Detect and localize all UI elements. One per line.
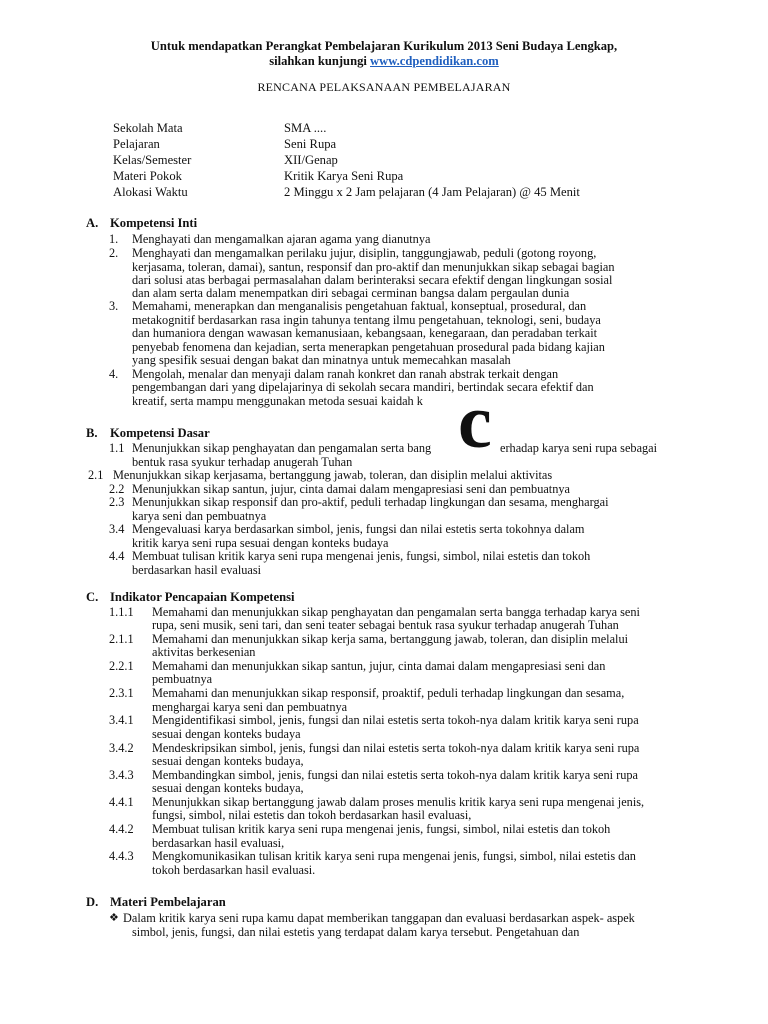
ipk-text: Memahami dan menunjukkan sikap santun, jujur, cinta damai dalam mengapresiasi seni dan	[152, 659, 606, 673]
ipk-number: 3.4.3	[109, 768, 134, 782]
kd-text: Menunjukkan sikap responsif dan pro-aktif, peduli terhadap lingkungan dan sesama, menghargai	[132, 495, 609, 509]
section-d-heading	[86, 895, 226, 910]
overlay-letter-c: c	[458, 380, 492, 464]
ki-text: metakognitif berdasarkan rasa ingin tahunya tentang ilmu pengetahuan, teknologi, seni, budaya	[132, 313, 601, 327]
ipk-text: sesuai dengan konteks budaya	[152, 727, 301, 741]
ipk-number: 3.4.2	[109, 741, 134, 755]
ki-text: pengembangan dari yang dipelajarinya di sekolah secara mandiri, bertindak secara efektif dan	[132, 380, 594, 394]
ipk-text: Mengidentifikasi simbol, jenis, fungsi dan nilai estetis serta tokoh-nya dalam kritik karya seni rupa	[152, 713, 639, 727]
section-title: Materi Pembelajaran	[110, 895, 226, 909]
kd-number: 3.4	[109, 522, 125, 536]
identity-label: Alokasi Waktu	[113, 185, 188, 199]
ipk-number: 4.4.1	[109, 795, 134, 809]
promo-link[interactable]: www.cdpendidikan.com	[370, 54, 499, 68]
materi-text: Dalam kritik karya seni rupa kamu dapat memberikan tanggapan dan evaluasi berdasarkan aspek- aspek	[123, 911, 635, 925]
ipk-text: Menunjukkan sikap bertanggung jawab dalam proses menulis kritik karya seni rupa mengenai jenis,	[152, 795, 645, 809]
promo-line-2	[0, 54, 768, 69]
ipk-text: berdasarkan hasil evaluasi,	[152, 836, 285, 850]
ki-text: kerjasama, toleran, damai), santun, responsif dan pro-aktif dan menunjukkan sikap sebagai bagian	[132, 260, 615, 274]
kd-number: 4.4	[109, 549, 125, 563]
ipk-text: Memahami dan menunjukkan sikap penghayatan dan pengamalan serta bangga terhadap karya seni	[152, 605, 640, 619]
section-letter: B.	[86, 426, 98, 440]
ipk-number: 4.4.3	[109, 849, 134, 863]
kd-number: 2.2	[109, 482, 125, 496]
ki-text: dan alam serta dalam menempatkan diri sebagai cerminan bangsa dalam pergaulan dunia	[132, 286, 570, 300]
ki-text: Memahami, menerapkan dan menganalisis pengetahuan faktual, konseptual, prosedural, dan	[132, 299, 587, 313]
ipk-text: Mengkomunikasikan tulisan kritik karya seni rupa mengenai jenis, fungsi, simbol, nilai estetis dan	[152, 849, 636, 863]
kd-text-tail: erhadap karya seni rupa sebagai	[500, 441, 658, 455]
section-title: Kompetensi Inti	[110, 216, 198, 230]
ki-number: 2.	[109, 246, 119, 260]
section-a-heading	[86, 216, 197, 231]
kd-text: Menunjukkan sikap kerjasama, bertanggung jawab, toleran, dan disiplin melalui aktivitas	[113, 468, 553, 482]
ki-number: 3.	[109, 299, 119, 313]
section-b-heading	[86, 426, 210, 441]
section-c-heading	[86, 590, 295, 605]
identity-value: 2 Minggu x 2 Jam pelajaran (4 Jam Pelajaran) @ 45 Menit	[284, 185, 580, 199]
ipk-number: 2.3.1	[109, 686, 134, 700]
ki-text: penyebab fenomena dan kejadian, serta menerapkan pengetahuan prosedural pada bidang kajian	[132, 340, 605, 354]
ipk-text: sesuai dengan konteks budaya,	[152, 754, 304, 768]
diamond-bullet-icon: ❖	[109, 912, 119, 924]
ipk-text: Memahami dan menunjukkan sikap responsif, proaktif, peduli terhadap lingkungan dan sesama,	[152, 686, 625, 700]
ki-text: Menghayati dan mengamalkan ajaran agama yang dianutnya	[132, 232, 431, 246]
section-title: Kompetensi Dasar	[110, 426, 210, 440]
ipk-number: 2.1.1	[109, 632, 134, 646]
ipk-number: 2.2.1	[109, 659, 134, 673]
kd-text: Menunjukkan sikap penghayatan dan pengamalan serta bang	[132, 441, 432, 455]
ipk-text: Memahami dan menunjukkan sikap kerja sama, bertanggung jawab, toleran, dan disiplin melalui	[152, 632, 629, 646]
kd-text: berdasarkan hasil evaluasi	[132, 563, 262, 577]
kd-number: 2.1	[88, 468, 104, 482]
materi-text: simbol, jenis, fungsi, dan nilai estetis yang terdapat dalam karya tersebut. Pengetahuan dan	[132, 925, 580, 939]
identity-value: Kritik Karya Seni Rupa	[284, 169, 404, 183]
kd-text: kritik karya seni rupa sesuai dengan konteks budaya	[132, 536, 389, 550]
ipk-text: Membuat tulisan kritik karya seni rupa mengenai jenis, fungsi, simbol, nilai estetis dan tokoh	[152, 822, 611, 836]
ipk-text: aktivitas berkesenian	[152, 645, 256, 659]
ipk-text: rupa, seni musik, seni tari, dan seni teater sebagai bentuk rasa syukur terhadap anugerah Tuhan	[152, 618, 619, 632]
document-title: RENCANA PELAKSANAAN PEMBELAJARAN	[257, 80, 511, 94]
section-letter: D.	[86, 895, 99, 909]
ipk-text: tokoh berdasarkan hasil evaluasi.	[152, 863, 316, 877]
identity-label: Materi Pokok	[113, 169, 182, 183]
kd-number: 2.3	[109, 495, 125, 509]
ki-text: yang spesifik sesuai dengan bakat dan minatnya untuk memecahkan masalah	[132, 353, 511, 367]
kd-number: 1.1	[109, 441, 125, 455]
ki-number: 1.	[109, 232, 119, 246]
identity-value: XII/Genap	[284, 153, 338, 167]
ipk-text: sesuai dengan konteks budaya,	[152, 781, 304, 795]
kd-text: Mengevaluasi karya berdasarkan simbol, jenis, fungsi dan nilai estetis serta tokohnya dalam	[132, 522, 585, 536]
section-letter: A.	[86, 216, 99, 230]
ki-text: dan humaniora dengan wawasan kemanusiaan, kebangsaan, kenegaraan, dan peradaban terkait	[132, 326, 598, 340]
kd-text: bentuk rasa syukur terhadap anugerah Tuhan	[132, 455, 353, 469]
ipk-text: Membandingkan simbol, jenis, fungsi dan nilai estetis serta tokoh-nya dalam kritik karya seni rupa	[152, 768, 638, 782]
promo-prefix: silahkan kunjungi	[269, 54, 371, 68]
identity-label: Pelajaran	[113, 137, 160, 151]
ipk-number: 1.1.1	[109, 605, 134, 619]
ipk-number: 3.4.1	[109, 713, 134, 727]
kd-text: Membuat tulisan kritik karya seni rupa mengenai jenis, fungsi, simbol, nilai estetis dan tokoh	[132, 549, 591, 563]
kd-text: Menunjukkan sikap santun, jujur, cinta damai dalam mengapresiasi seni dan pembuatnya	[132, 482, 570, 496]
ipk-number: 4.4.2	[109, 822, 134, 836]
ipk-text: fungsi, simbol, nilai estetis dan tokoh berdasarkan hasil evaluasi,	[152, 808, 472, 822]
identity-value: SMA ....	[284, 121, 327, 135]
ipk-text: pembuatnya	[152, 672, 213, 686]
ki-number: 4.	[109, 367, 119, 381]
promo-line-1: Untuk mendapatkan Perangkat Pembelajaran Kurikulum 2013 Seni Budaya Lengkap,	[150, 39, 618, 53]
identity-label: Sekolah Mata	[113, 121, 183, 135]
ki-text: Menghayati dan mengamalkan perilaku jujur, disiplin, tanggungjawab, peduli (gotong royong,	[132, 246, 597, 260]
kd-text: karya seni dan pembuatnya	[132, 509, 267, 523]
identity-label: Kelas/Semester	[113, 153, 192, 167]
ki-text: dari solusi atas berbagai permasalahan dalam berinteraksi secara efektif dengan lingkungan sosial	[132, 273, 613, 287]
section-letter: C.	[86, 590, 99, 604]
ki-text: Mengolah, menalar dan menyaji dalam ranah konkret dan ranah abstrak terkait dengan	[132, 367, 559, 381]
ipk-text: menghargai karya seni dan pembuatnya	[152, 700, 348, 714]
section-title: Indikator Pencapaian Kompetensi	[110, 590, 295, 604]
identity-value: Seni Rupa	[284, 137, 337, 151]
ipk-text: Mendeskripsikan simbol, jenis, fungsi dan nilai estetis serta tokoh-nya dalam kritik karya seni rupa	[152, 741, 640, 755]
ki-text: kreatif, serta mampu menggunakan metoda sesuai kaidah k	[132, 394, 423, 408]
